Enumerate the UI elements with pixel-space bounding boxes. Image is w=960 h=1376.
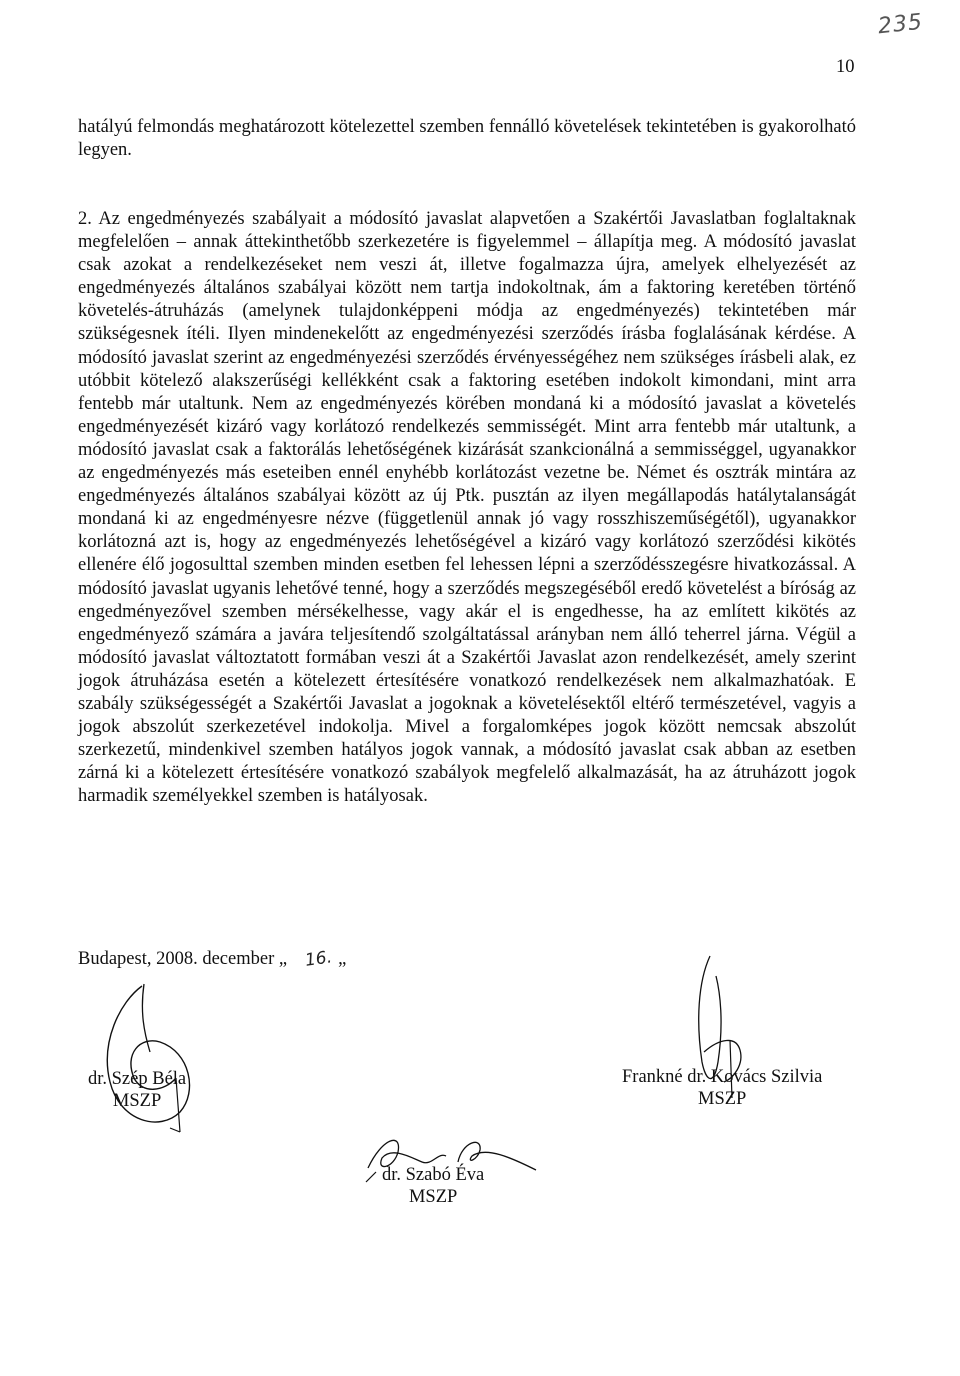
signatory-name: dr. Szép Béla [88, 1069, 187, 1089]
signatory-name: Frankné dr. Kovács Szilvia [622, 1067, 823, 1087]
place-date-suffix: „ [338, 949, 347, 969]
page-number: 10 [836, 57, 855, 77]
signature-1 [80, 982, 230, 1142]
handwritten-date: 16. [303, 947, 334, 971]
body-paragraph: hatályú felmondás meghatározott kötelezettel szemben fennálló követelések tekintetében is gyakorolható legyen. [78, 117, 856, 161]
signatory-party: MSZP [698, 1089, 747, 1109]
handwritten-page-mark: 235 [876, 9, 925, 40]
body-paragraph: 2. Az engedményezés szabályait a módosító javaslat alapvetően a Szakértői Javaslatban foglaltaknak megfelelően – annak áttekinthetőbb szerkezetére is figyelemmel – állapítja meg. A módosító javaslat csak azokat a rendelkezéseket nem veszi át, illetve fogalmazza újra, amelyek elhelyezését az engedményezés általános szabályai között nem tartja indokoltnak, ám a faktoring keretében történő követelés-átruházás (amelynek tulajdonképpeni módja az engedményezés) tekintetében már szükségesnek ítéli. Ilyen mindenekelőtt az engedményezési szerződés írásba foglalásának kérdése. A módosító javaslat szerint az engedményezési szerződés érvényességéhez nem szükséges írásbeli alak, ez utóbbit kötelező alakszerűségi kellékként csak a faktoring esetében indokolt kimondani, mint arra fentebb már utaltunk. Nem az engedményezés körében mondaná ki a módosító javaslat a követelés engedményezését kizáró vagy korlátozó rendelkezés semmisségét. Mint arra fentebb már utaltunk, a módosító javaslat csak a faktorálás lehetőségének kizárását szankcionálná a semmisséggel, ugyanakkor az engedményezés más eseteiben ennél enyhébb korlátozást vezetne be. Német és osztrák mintára az engedményezés általános szabályai között az új Ptk. pusztán az ilyen megállapodás hatálytalanságát mondaná ki az engedményesre nézve (függetlenül annak jó vagy rosszhiszeműségétől), ugyanakkor korlátozná azt is, hogy az engedményezés lehetőségével a kizáró vagy korlátozó szerződési kikötés ellenére élő jogosulttal szemben minden esetben fel lehessen lépni a szerződésszegésre hivatkozással. A módosító javaslat ugyanis lehetővé tenné, hogy a szerződés megszegéséből eredő követelést a bíróság az engedményezővel szemben mérsékelhesse, vagy akár el is engedhesse, ha az említett kikötés az engedményező számára a javára teljesítendő szolgáltatással arányban nem álló teherrel járna. Végül a módosító javaslat változtatott formában veszi át a Szakértői Javaslat azon rendelkezését, amely szerint jogok átruházása esetén a kötelezett értesítésére vonatkozó rendelkezések nem alkalmazhatóak. E szabály szükségességét a Szakértői Javaslat a jogoknak a követelésektől eltérő természetével, vagyis a jogok abszolút szerkezetével indokolja. Mivel a forgalomképes jogok között nemcsak abszolút szerkezetű, mindenkivel szemben hatályos jogok vannak, a módosító javaslat csak abban az esetben zárná ki a kötelezett értesítésére vonatkozó szabályok megfelelő alkalmazását, ha az átruházott jogok harmadik személyekkel szemben is hatályosak. [78, 209, 856, 807]
place-and-date [78, 948, 346, 970]
signatory-block [382, 1164, 484, 1208]
signatory-block [622, 1066, 822, 1110]
signatory-party: MSZP [408, 1187, 458, 1207]
signatory-party: MSZP [112, 1091, 162, 1111]
signatory-name: dr. Szabó Éva [382, 1165, 485, 1185]
signatory-block [88, 1068, 186, 1112]
place-date-prefix: Budapest, 2008. december „ [78, 949, 288, 969]
